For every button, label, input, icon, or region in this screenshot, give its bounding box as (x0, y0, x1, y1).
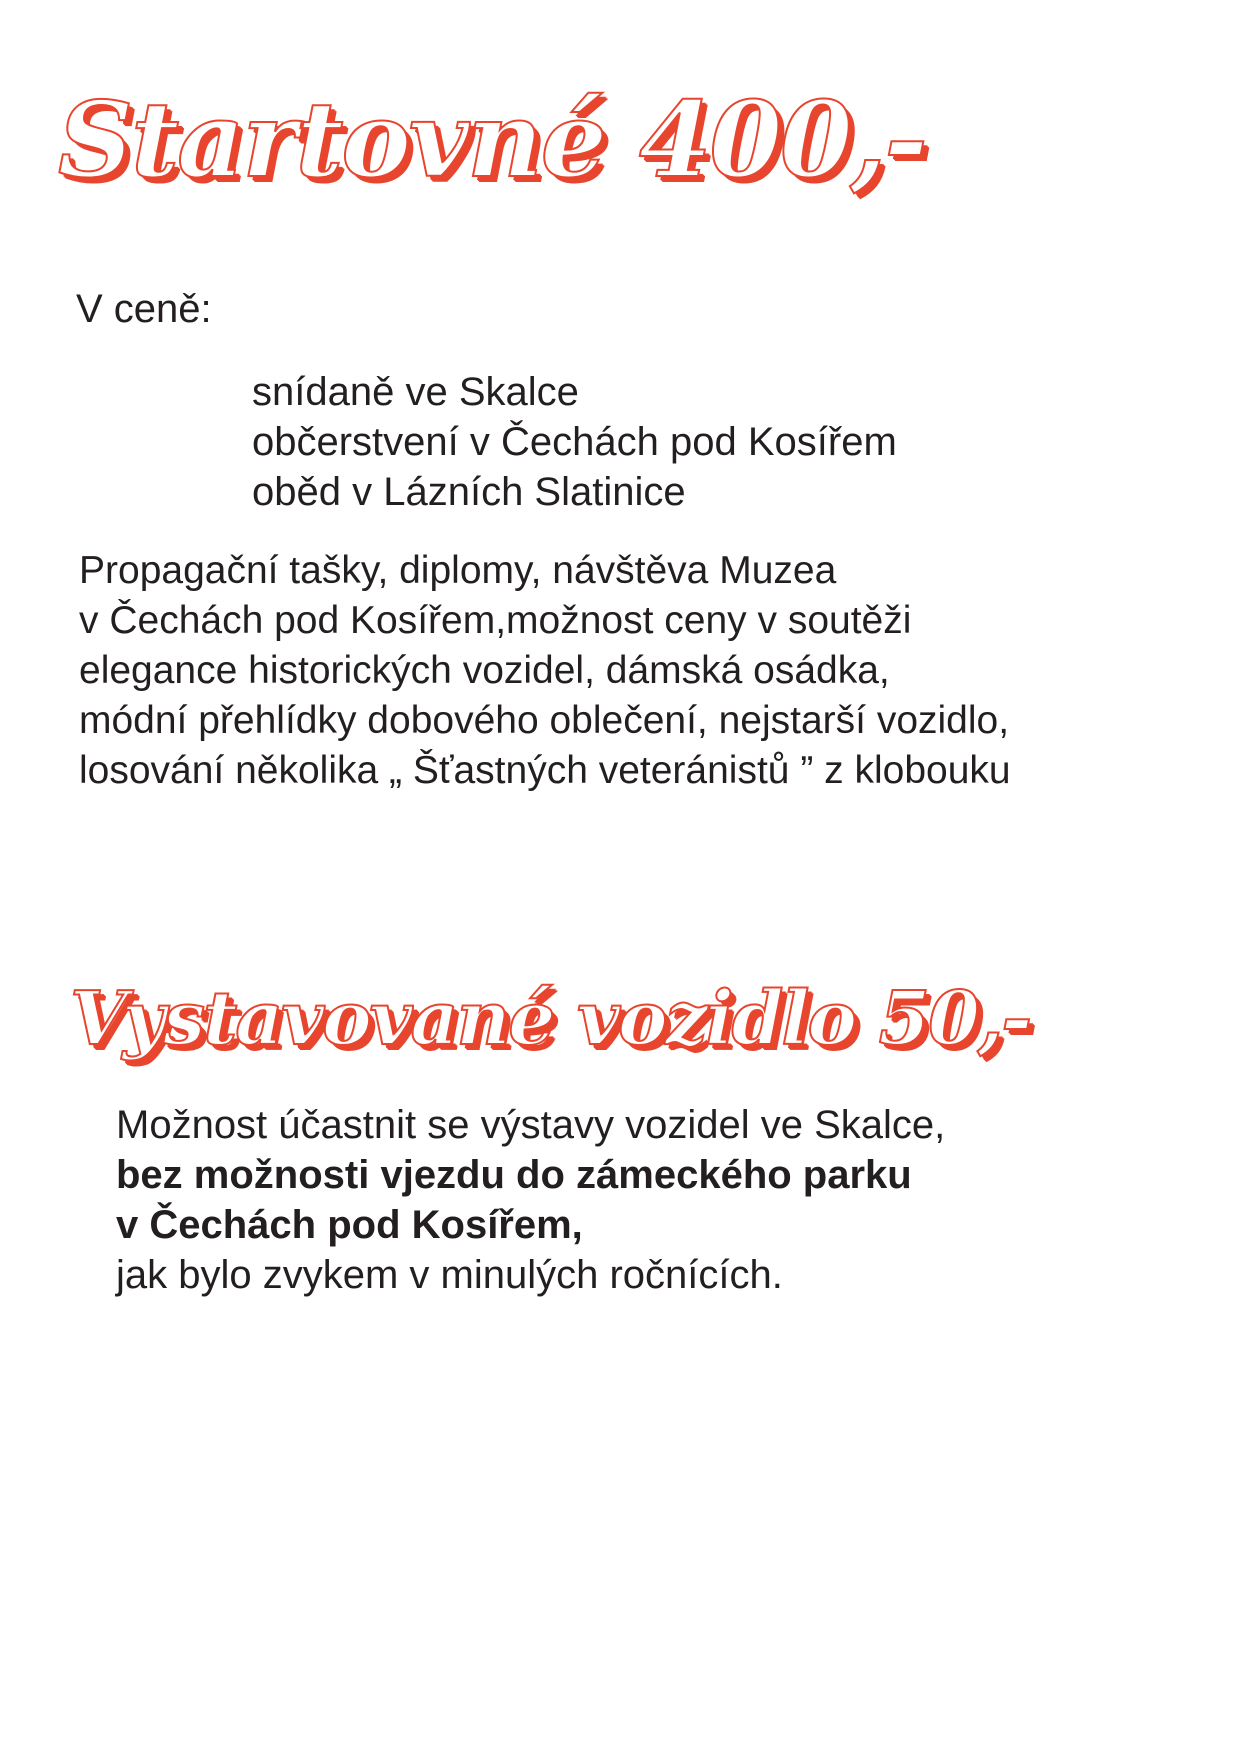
vehicle-bold-line: bez možnosti vjezdu do zámeckého parku (116, 1153, 912, 1197)
included-items-list (252, 367, 897, 517)
included-label: V ceně: (76, 287, 212, 331)
vehicle-line: Možnost účastnit se výstavy vozidel ve Skalce, (116, 1103, 946, 1147)
included-item: občerstvení v Čechách pod Kosířem (252, 420, 897, 464)
exhibited-vehicle-paragraph (116, 1100, 945, 1300)
extras-line: Propagační tašky, diplomy, návštěva Muzea (79, 549, 837, 592)
exhibited-vehicle-heading: Vystavované vozidlo 50,- (70, 976, 1031, 1062)
extras-line: elegance historických vozidel, dámská osádka, (79, 649, 890, 692)
vehicle-line: jak bylo zvykem v minulých ročnících. (116, 1253, 783, 1297)
included-item: oběd v Lázních Slatinice (252, 470, 686, 514)
extras-line: v Čechách pod Kosířem,možnost ceny v soutěži (79, 599, 912, 642)
extras-line: losování několika „ Šťastných veteránistů ” z klobouku (79, 749, 1011, 792)
extras-paragraph (79, 546, 1011, 796)
vehicle-bold-line: v Čechách pod Kosířem, (116, 1203, 583, 1247)
extras-line: módní přehlídky dobového oblečení, nejstarší vozidlo, (79, 699, 1010, 742)
included-item: snídaně ve Skalce (252, 370, 579, 414)
entry-fee-heading: Startovné 400,- (58, 78, 926, 201)
